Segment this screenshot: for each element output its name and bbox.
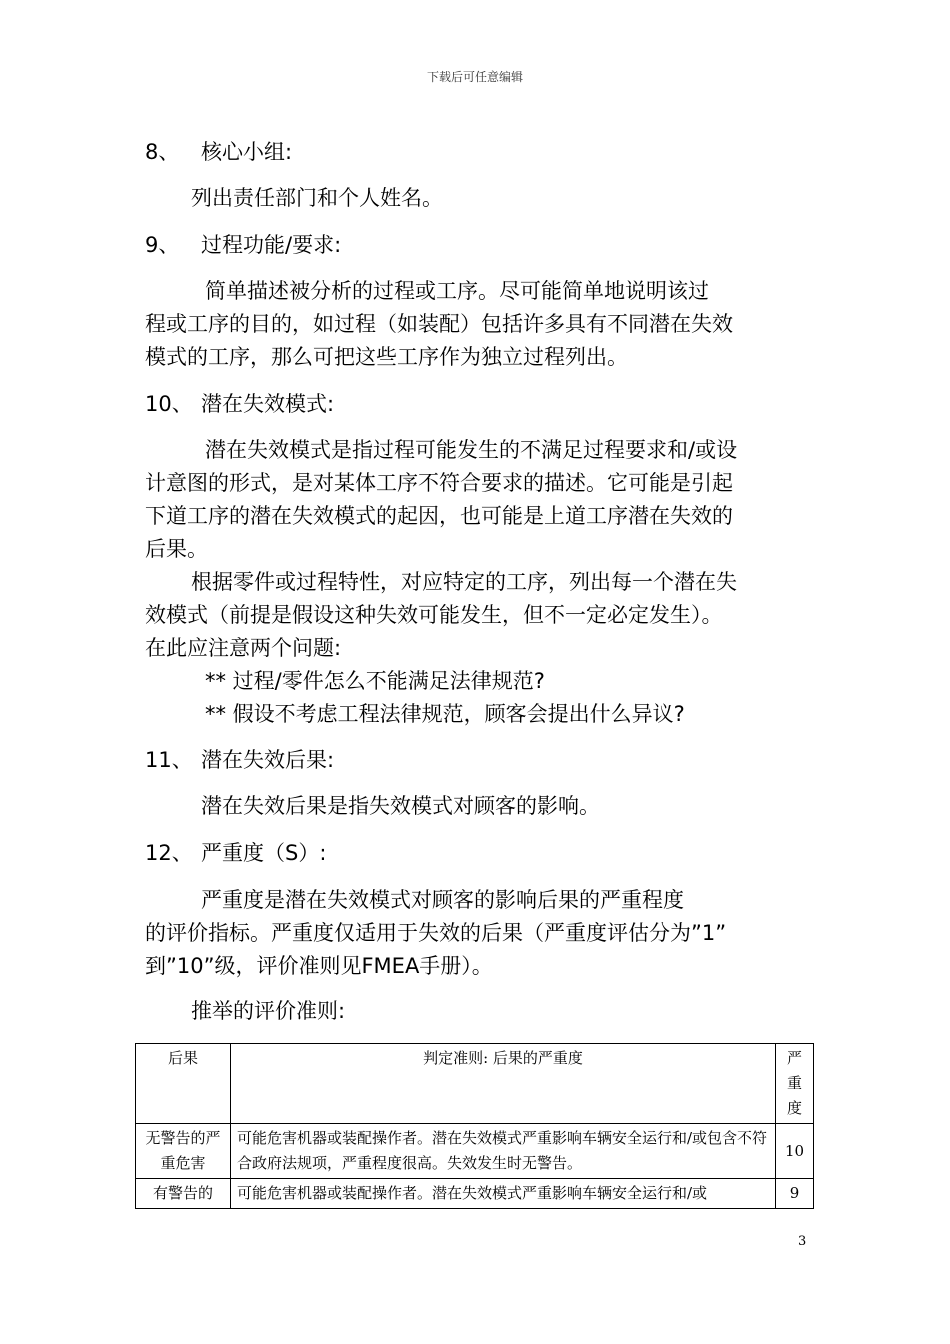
- section-9-body: 简单描述被分析的过程或工序。尽可能简单地说明该过 程或工序的目的，如过程（如装配）包括许多具有不同潜在失效 模式的工序，那么可把这些工序作为独立过程列出。: [145, 279, 733, 369]
- section-10-heading: 10、 潜在失效模式:: [145, 392, 335, 416]
- section-12-heading: 12、 严重度（S）:: [145, 841, 327, 865]
- cell-criteria: 可能危害机器或装配操作者。潜在失效模式严重影响车辆安全运行和/或: [231, 1179, 776, 1209]
- section-11-heading: 11、 潜在失效后果:: [145, 748, 335, 772]
- header-criteria: 判定准则: 后果的严重度: [231, 1044, 776, 1124]
- criteria-intro: 推举的评价准则:: [191, 999, 346, 1023]
- section-10-bullets: [145, 665, 810, 731]
- section-8-body: 列出责任部门和个人姓名。: [191, 186, 443, 210]
- page-header: 下载后可任意编辑: [426, 70, 523, 84]
- section-12-body: 严重度是潜在失效模式对顾客的影响后果的严重程度 的评价指标。严重度仅适用于失效的后果（严重度评估分为”1” 到”10”级，评价准则见FMEA手册）。: [145, 888, 727, 978]
- bullet-item: ** 过程/零件怎么不能满足法律规范?: [205, 669, 545, 693]
- cell-rank: 10: [776, 1124, 814, 1179]
- section-11-body: 潜在失效后果是指失效模式对顾客的影响。: [201, 794, 600, 818]
- table-row: [136, 1124, 814, 1179]
- cell-rank: 9: [776, 1179, 814, 1209]
- page-number: 3: [798, 1234, 807, 1249]
- table-header-row: [136, 1044, 814, 1124]
- cell-effect: 无警告的严重危害: [136, 1124, 231, 1179]
- section-10-body: 潜在失效模式是指过程可能发生的不满足过程要求和/或设 计意图的形式，是对某体工序不符合要求的描述。它可能是引起 下道工序的潜在失效模式的起因，也可能是上道工序潜在失效的 后果。: [145, 438, 738, 561]
- section-9-heading: 9、 过程功能/要求:: [145, 233, 342, 257]
- cell-effect: 有警告的: [136, 1179, 231, 1209]
- table-row: [136, 1179, 814, 1209]
- header-severity: 严重度: [776, 1044, 814, 1124]
- bullet-item: ** 假设不考虑工程法律规范，顾客会提出什么异议?: [205, 702, 685, 726]
- header-effect: 后果: [136, 1044, 231, 1124]
- cell-criteria: 可能危害机器或装配操作者。潜在失效模式严重影响车辆安全运行和/或包含不符合政府法规项，严重程度很高。失效发生时无警告。: [231, 1124, 776, 1179]
- section-8-heading: 8、 核心小组:: [145, 140, 293, 164]
- section-10-body-2: 根据零件或过程特性，对应特定的工序，列出每一个潜在失 效模式（前提是假设这种失效可能发生，但不一定必定发生）。 在此应注意两个问题:: [145, 570, 737, 660]
- severity-criteria-table: [135, 1043, 814, 1209]
